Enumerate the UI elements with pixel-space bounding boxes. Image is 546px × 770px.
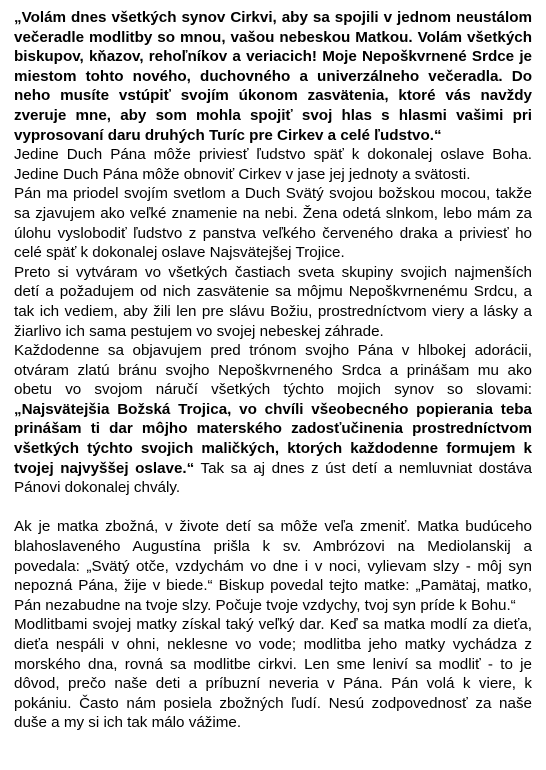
paragraph-groups-of-children: Preto si vytváram vo všetkých častiach sveta skupiny svojich najmenších detí a požadujem od nich zasvätenie sa môjmu Nepoškvrnenému Srdcu, a tak ich vediem, aby žili len pre slávu Božiu, prostredníctvom viery a lásky a žiarlivo ich sama pestujem vo svojej nebeskej záhrade.	[14, 263, 532, 340]
paragraph-daily-adoration	[14, 341, 532, 498]
paragraph-pious-mother: Ak je matka zbožná, v živote detí sa môže veľa zmeniť. Matka budúceho blahoslaveného Augustína prišla k sv. Ambrózovi na Mediolanskij a povedala: „Svätý otče, vzdychám vo dne i v noci, vylievam slzy - môj syn nepozná Pána, žije v biede.“ Biskup povedal tejto matke: „Pamätaj, matko, Pán nezabudne na tvoje slzy. Počuje tvoje vzdychy, tvoj syn príde k Bohu.“	[14, 518, 532, 614]
paragraph-spacer	[14, 498, 532, 518]
document-page	[14, 8, 532, 733]
intro-quote-paragraph: „Volám dnes všetkých synov Cirkvi, aby sa spojili v jednom neustálom večeradle modlitby so mnou, vašou nebeskou Matkou. Volám všetkých biskupov, kňazov, rehoľníkov a veriacich! Moje Nepoškvrnené Srdce je miestom tohto nového, duchovného a univerzálneho večeradla. Do neho musíte vstúpiť svojím úkonom zasvätenia, ktoré vás navždy zveruje mne, aby som mohla spojiť svoj hlas s hlasmi vašimi pri vyprosovaní daru druhých Turíc pre Cirkev a celé ľudstvo.“	[14, 9, 532, 144]
paragraph-holy-spirit: Jedine Duch Pána môže priviesť ľudstvo späť k dokonalej oslave Boha. Jedine Duch Pána môže obnoviť Cirkev v jase jej jednoty a svätosti.	[14, 146, 532, 183]
paragraph-mothers-prayers: Modlitbami svojej matky získal taký veľký dar. Keď sa matka modlí za dieťa, dieťa nespáli v ohni, neklesne vo vode; modlitba jeho matky vychádza z morského dna, rovná sa modlitbe cirkvi. Len sme leniví sa modliť - to je dôvod, prečo naše deti a príbuzní neveria v Pána. Pán volá k viere, k pokániu. Často nám posiela zbožných ľudí. Nesú zodpovednosť za naše duše a my si ich tak málo vážime.	[14, 616, 532, 732]
trinity-prayer-quote: „Najsvätejšia Božská Trojica, vo chvíli všeobecného popierania teba prinášam ti dar môjho materského zadosťučinenia prostredníctvom všetkých týchto svojich maličkých, ktorých každodenne formujem k tvojej najvyššej oslave.“	[14, 400, 532, 477]
paragraph-woman-clothed-with-sun: Pán ma priodel svojím svetlom a Duch Svätý svojou božskou mocou, takže sa zjavujem ako veľké znamenie na nebi. Žena odetá slnkom, lebo mám za úlohu vyslobodiť ľudstvo z panstva veľkého červeného draka a priviesť ho celé späť k dokonalej oslave Najsvätejšej Trojice.	[14, 185, 532, 262]
daily-adoration-text-end: Tak sa aj dnes z úst detí a nemluvniat dostáva Pánovi dokonalej chvály.	[14, 459, 532, 497]
daily-adoration-text-start: Každodenne sa objavujem pred trónom svojho Pána v hlbokej adorácii, otváram zlatú bránu svojho Nepoškvrneného Srdca a prinášam mu ako obetu vo svojom náručí všetkých týchto mojich synov so slovami:	[14, 342, 532, 399]
